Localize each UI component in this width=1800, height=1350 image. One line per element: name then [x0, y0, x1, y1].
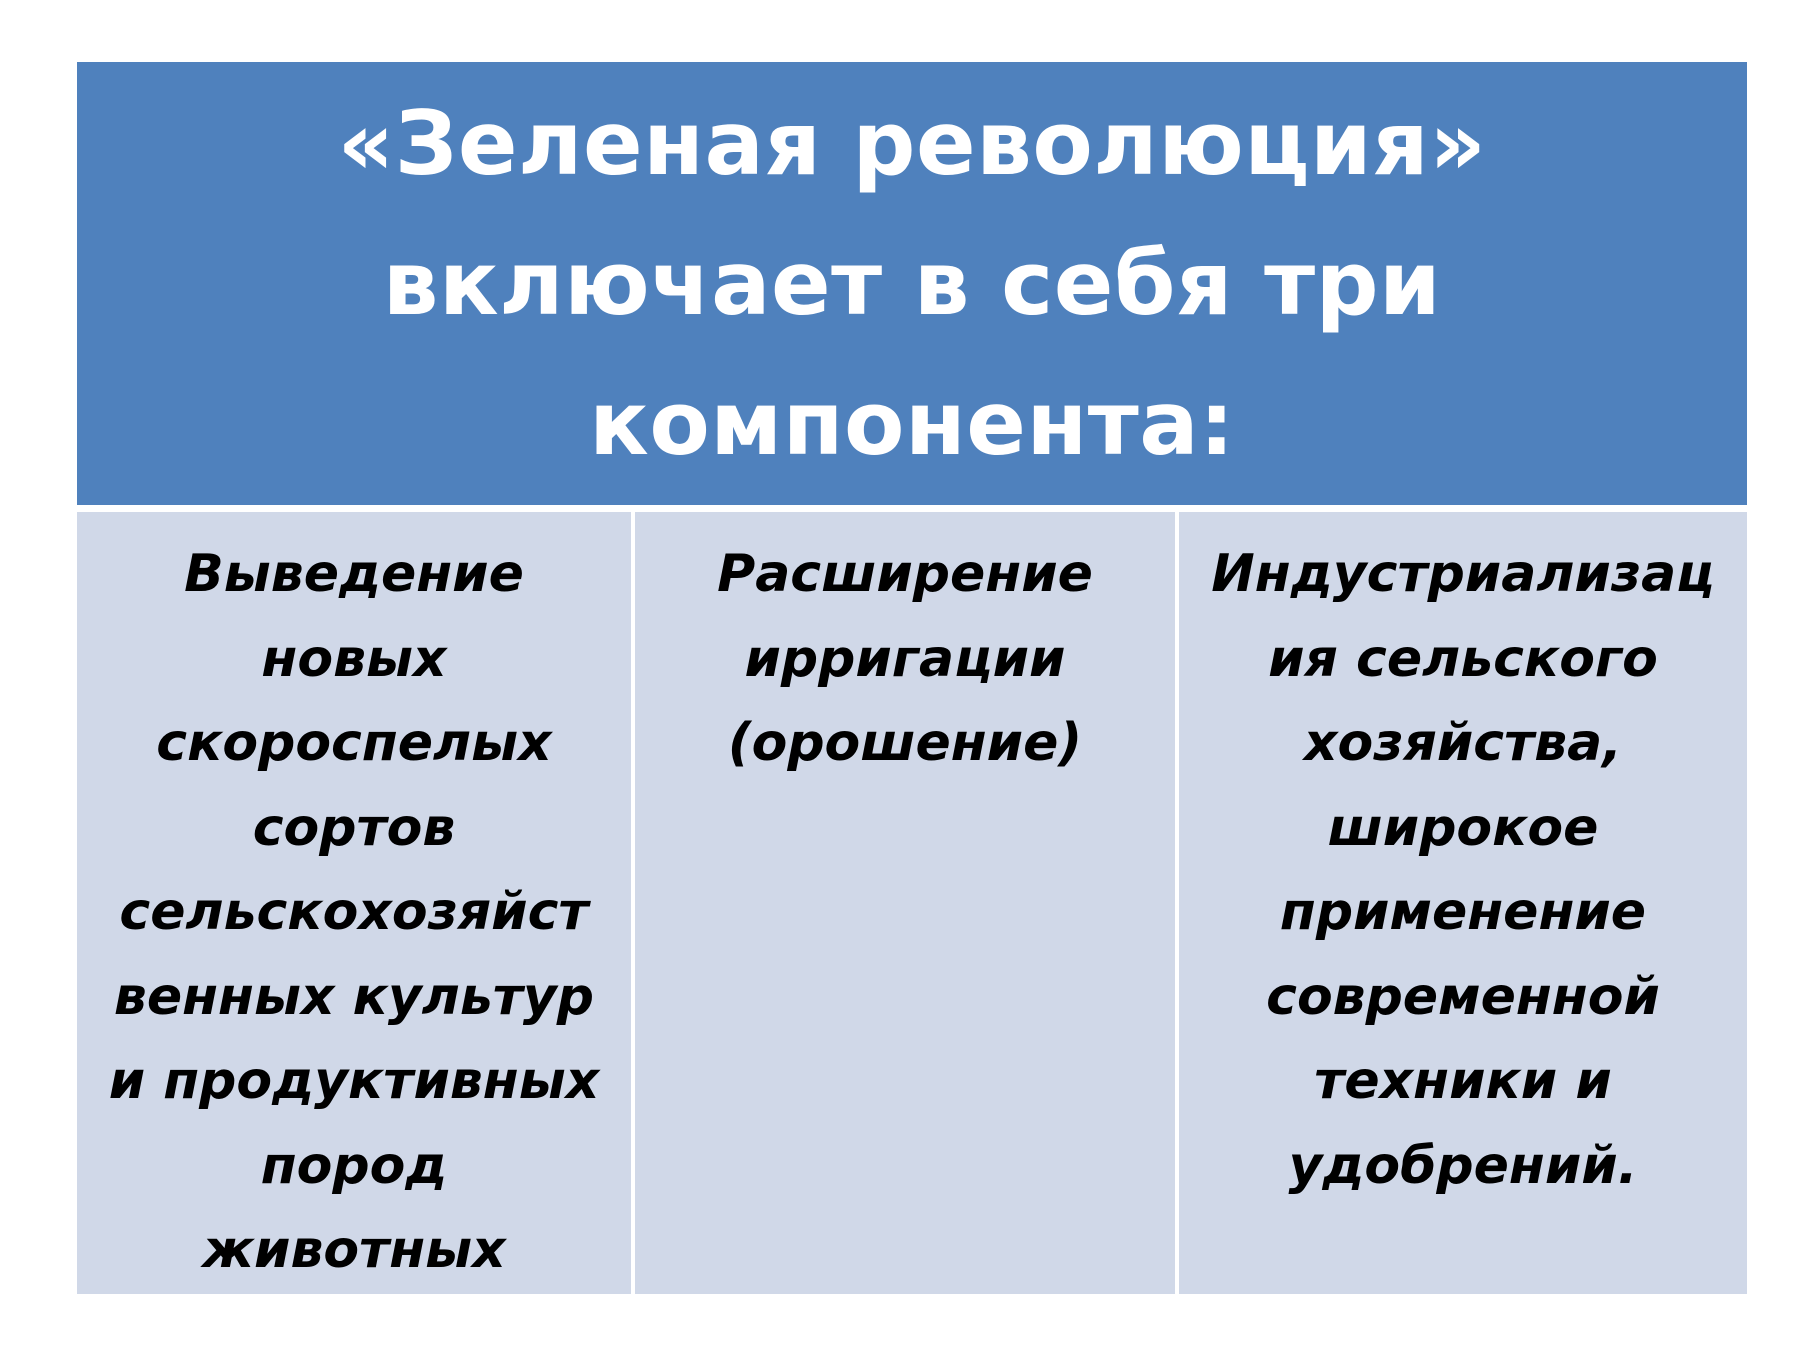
cell-text-breeding: Выведение новых скороспелых сортов сельскохозяйст венных культур и продуктивных пород животных: [108, 544, 600, 1280]
slide-title: «Зеленая революция» включает в себя три компонента:: [337, 91, 1487, 475]
table-cell-irrigation: [635, 512, 1175, 1294]
table-header: [77, 62, 1747, 505]
table-cell-breeding: [77, 512, 631, 1294]
header-divider: [77, 505, 1747, 512]
cell-text-irrigation: Расширение ирригации (орошение): [717, 544, 1093, 773]
table-cell-industrialization: [1179, 512, 1747, 1294]
components-table: [77, 62, 1747, 1294]
cell-text-industrialization: Индустриализац ия сельского хозяйства, широкое применение современной техники и удобрений.: [1211, 544, 1715, 1196]
table-body-row: [77, 512, 1747, 1294]
